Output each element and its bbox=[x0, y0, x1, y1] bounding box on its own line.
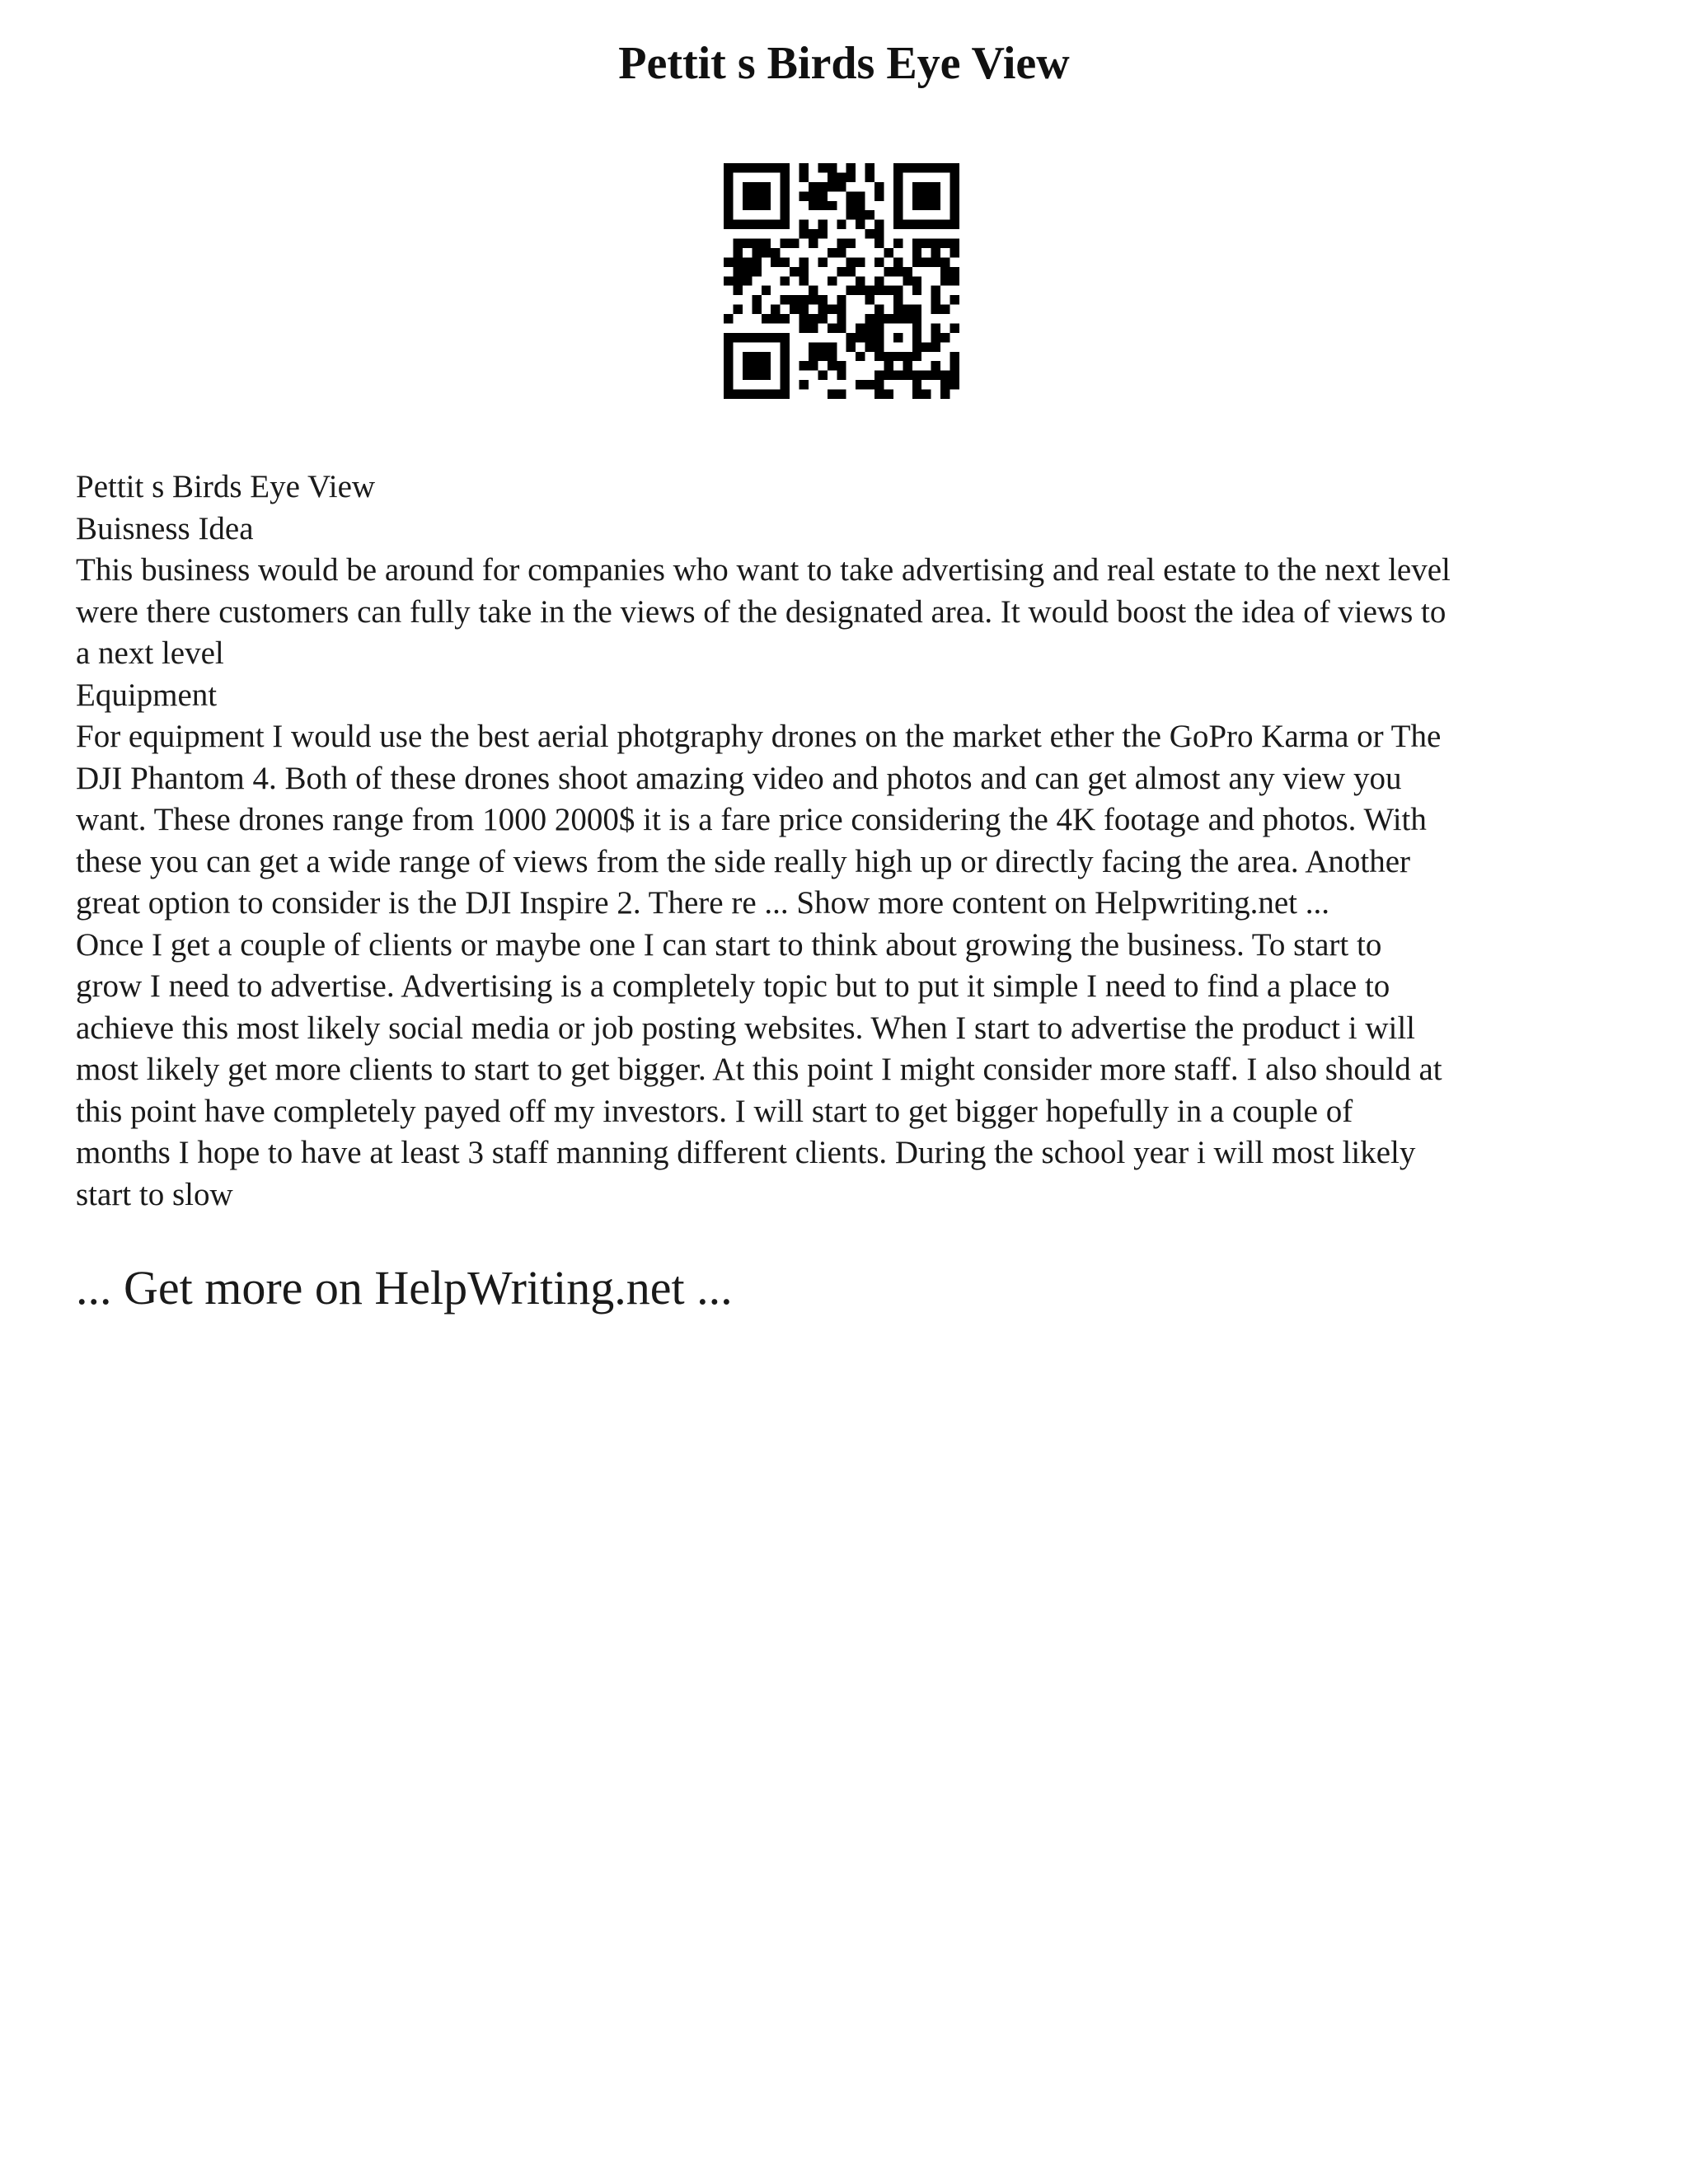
body-line: months I hope to have at least 3 staff manning different clients. During the school year i will most likely bbox=[76, 1135, 1416, 1170]
body-line: these you can get a wide range of views from the side really high up or directly facing the area. Another bbox=[76, 843, 1410, 879]
body-line: grow I need to advertise. Advertising is a completely topic but to put it simple I need to find a place to bbox=[76, 968, 1390, 1004]
qr-code-icon bbox=[724, 163, 959, 399]
body-line: were there customers can fully take in the views of the designated area. It would boost the idea of views to bbox=[76, 593, 1447, 630]
body-line: Pettit s Birds Eye View bbox=[76, 469, 376, 504]
body-line: a next level bbox=[76, 635, 224, 671]
body-line: This business would be around for companies who want to take advertising and real estate to the next level bbox=[76, 552, 1451, 588]
body-line: this point have completely payed off my investors. I will start to get bigger hopefully in a couple of bbox=[76, 1093, 1353, 1129]
body-line: Equipment bbox=[76, 677, 218, 713]
get-more-link[interactable]: ... Get more on HelpWriting.net ... bbox=[76, 1261, 733, 1315]
body-line: achieve this most likely social media or job posting websites. When I start to advertise the product i will bbox=[76, 1010, 1416, 1046]
body-line: want. These drones range from 1000 2000$ it is a fare price considering the 4K footage and photos. With bbox=[76, 802, 1427, 837]
document-body bbox=[76, 466, 1625, 1216]
document-title: Pettit s Birds Eye View bbox=[618, 38, 1070, 89]
body-line: Buisness Idea bbox=[76, 510, 254, 546]
body-line: DJI Phantom 4. Both of these drones shoot amazing video and photos and can get almost any view you bbox=[76, 760, 1402, 796]
body-line: For equipment I would use the best aerial photgraphy drones on the market ether the GoPro Karma or The bbox=[76, 719, 1442, 754]
body-line: most likely get more clients to start to get bigger. At this point I might consider more staff. I also should at bbox=[76, 1052, 1442, 1087]
body-line: great option to consider is the DJI Inspire 2. There re ... Show more content on Helpwriting.net ... bbox=[76, 885, 1330, 921]
body-line: start to slow bbox=[76, 1176, 233, 1212]
body-line: Once I get a couple of clients or maybe one I can start to think about growing the business. To start to bbox=[76, 926, 1382, 963]
